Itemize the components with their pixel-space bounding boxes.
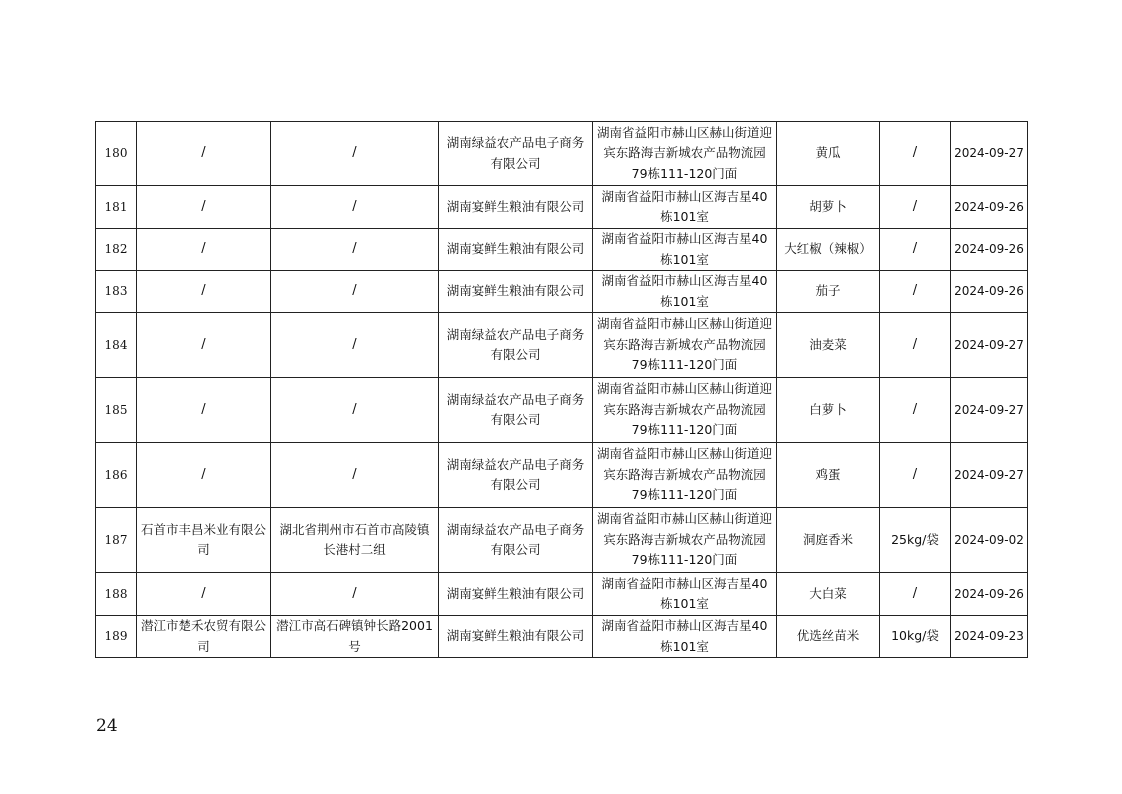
spec-cell: / [880, 122, 951, 186]
producer-address-cell: 潜江市高石碑镇钟长路2001号 [271, 616, 439, 658]
product-cell: 鸡蛋 [777, 443, 880, 508]
producer-address-cell: / [271, 313, 439, 378]
seller-address-cell: 湖南省益阳市赫山区赫山街道迎宾东路海吉新城农产品物流园79栋111-120门面 [593, 508, 777, 573]
producer-cell: / [137, 313, 271, 378]
table-row [96, 186, 1028, 229]
table-row [96, 229, 1028, 271]
spec-cell: / [880, 271, 951, 313]
seller-address-cell: 湖南省益阳市赫山区赫山街道迎宾东路海吉新城农产品物流园79栋111-120门面 [593, 313, 777, 378]
producer-address-cell: / [271, 573, 439, 616]
spec-cell: / [880, 443, 951, 508]
row-number-cell: 186 [96, 443, 137, 508]
seller-address-cell: 湖南省益阳市赫山区海吉星40栋101室 [593, 271, 777, 313]
producer-cell: / [137, 229, 271, 271]
date-cell: 2024-09-26 [951, 573, 1028, 616]
producer-cell: / [137, 443, 271, 508]
seller-address-cell: 湖南省益阳市赫山区海吉星40栋101室 [593, 186, 777, 229]
producer-address-cell: / [271, 271, 439, 313]
seller-cell: 湖南绿益农产品电子商务有限公司 [439, 313, 593, 378]
date-cell: 2024-09-27 [951, 378, 1028, 443]
product-cell: 油麦菜 [777, 313, 880, 378]
seller-cell: 湖南宴鲜生粮油有限公司 [439, 186, 593, 229]
product-cell: 大白菜 [777, 573, 880, 616]
date-cell: 2024-09-26 [951, 271, 1028, 313]
producer-address-cell: / [271, 186, 439, 229]
date-cell: 2024-09-27 [951, 122, 1028, 186]
table-body [96, 122, 1028, 658]
table-row [96, 443, 1028, 508]
product-cell: 优选丝苗米 [777, 616, 880, 658]
seller-address-cell: 湖南省益阳市赫山区赫山街道迎宾东路海吉新城农产品物流园79栋111-120门面 [593, 122, 777, 186]
date-cell: 2024-09-02 [951, 508, 1028, 573]
row-number-cell: 184 [96, 313, 137, 378]
date-cell: 2024-09-27 [951, 313, 1028, 378]
seller-cell: 湖南宴鲜生粮油有限公司 [439, 616, 593, 658]
producer-cell: / [137, 122, 271, 186]
product-cell: 大红椒（辣椒） [777, 229, 880, 271]
producer-cell: / [137, 378, 271, 443]
seller-cell: 湖南宴鲜生粮油有限公司 [439, 271, 593, 313]
spec-cell: / [880, 313, 951, 378]
spec-cell: 10kg/袋 [880, 616, 951, 658]
date-cell: 2024-09-26 [951, 229, 1028, 271]
date-cell: 2024-09-23 [951, 616, 1028, 658]
row-number-cell: 185 [96, 378, 137, 443]
product-cell: 茄子 [777, 271, 880, 313]
seller-cell: 湖南绿益农产品电子商务有限公司 [439, 378, 593, 443]
spec-cell: / [880, 229, 951, 271]
row-number-cell: 181 [96, 186, 137, 229]
seller-address-cell: 湖南省益阳市赫山区海吉星40栋101室 [593, 573, 777, 616]
seller-cell: 湖南绿益农产品电子商务有限公司 [439, 122, 593, 186]
table-row [96, 573, 1028, 616]
producer-address-cell: / [271, 229, 439, 271]
table-row [96, 616, 1028, 658]
seller-cell: 湖南绿益农产品电子商务有限公司 [439, 508, 593, 573]
producer-cell: 潜江市楚禾农贸有限公司 [137, 616, 271, 658]
producer-address-cell: / [271, 378, 439, 443]
producer-address-cell: 湖北省荆州市石首市高陵镇长港村二组 [271, 508, 439, 573]
product-cell: 胡萝卜 [777, 186, 880, 229]
row-number-cell: 188 [96, 573, 137, 616]
seller-address-cell: 湖南省益阳市赫山区赫山街道迎宾东路海吉新城农产品物流园79栋111-120门面 [593, 378, 777, 443]
seller-cell: 湖南宴鲜生粮油有限公司 [439, 573, 593, 616]
spec-cell: / [880, 378, 951, 443]
seller-address-cell: 湖南省益阳市赫山区赫山街道迎宾东路海吉新城农产品物流园79栋111-120门面 [593, 443, 777, 508]
producer-address-cell: / [271, 122, 439, 186]
producer-cell: 石首市丰昌米业有限公司 [137, 508, 271, 573]
spec-cell: / [880, 573, 951, 616]
spec-cell: 25kg/袋 [880, 508, 951, 573]
seller-address-cell: 湖南省益阳市赫山区海吉星40栋101室 [593, 616, 777, 658]
product-cell: 白萝卜 [777, 378, 880, 443]
page-number: 24 [96, 716, 118, 736]
inspection-table [95, 121, 1028, 658]
row-number-cell: 187 [96, 508, 137, 573]
producer-cell: / [137, 271, 271, 313]
producer-cell: / [137, 186, 271, 229]
seller-address-cell: 湖南省益阳市赫山区海吉星40栋101室 [593, 229, 777, 271]
product-cell: 黄瓜 [777, 122, 880, 186]
product-cell: 洞庭香米 [777, 508, 880, 573]
date-cell: 2024-09-27 [951, 443, 1028, 508]
spec-cell: / [880, 186, 951, 229]
table-row [96, 508, 1028, 573]
table-row [96, 313, 1028, 378]
date-cell: 2024-09-26 [951, 186, 1028, 229]
row-number-cell: 189 [96, 616, 137, 658]
table-row [96, 271, 1028, 313]
producer-address-cell: / [271, 443, 439, 508]
seller-cell: 湖南宴鲜生粮油有限公司 [439, 229, 593, 271]
row-number-cell: 183 [96, 271, 137, 313]
seller-cell: 湖南绿益农产品电子商务有限公司 [439, 443, 593, 508]
producer-cell: / [137, 573, 271, 616]
row-number-cell: 180 [96, 122, 137, 186]
table-row [96, 122, 1028, 186]
table-row [96, 378, 1028, 443]
row-number-cell: 182 [96, 229, 137, 271]
